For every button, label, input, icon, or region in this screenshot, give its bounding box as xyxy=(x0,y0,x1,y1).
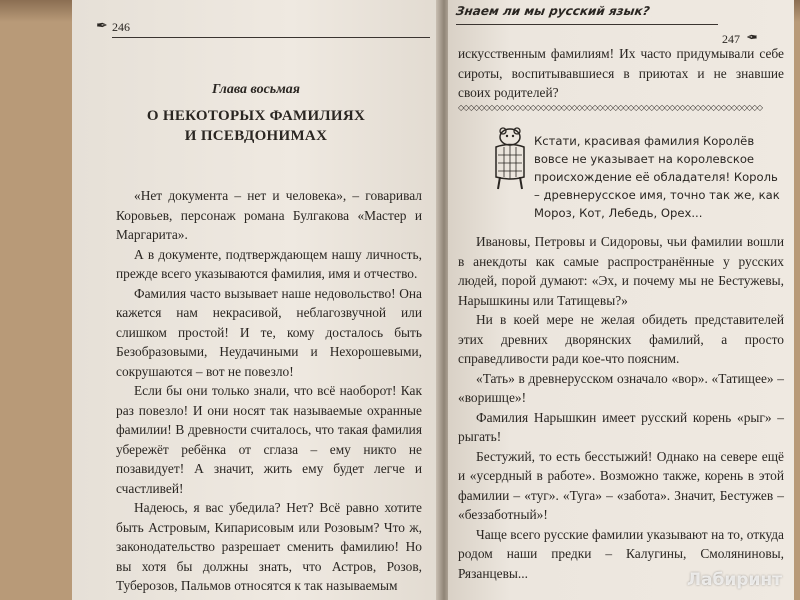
body-text-right xyxy=(458,232,784,583)
page-number-right: 247 xyxy=(722,32,740,46)
left-page xyxy=(72,0,440,600)
ornament-divider: ◇◇◇◇◇◇◇◇◇◇◇◇◇◇◇◇◇◇◇◇◇◇◇◇◇◇◇◇◇◇◇◇◇◇◇◇◇◇◇◇◇◇◇◇◇◇◇◇◇◇◇◇◇◇◇◇◇◇◇ xyxy=(458,103,762,112)
paragraph: Ивановы, Петровы и Сидоровы, чьи фамилии вошли в анекдоты как самые распространённые у русских людей, порой думают: «Эх, и почему мы не Бестужевы, Нарышкины или Татищевы?» xyxy=(458,234,784,308)
paragraph: «Тать» в древнерусском означало «вор». «Татищее» – «воришце»! xyxy=(458,370,784,405)
bear-icon xyxy=(488,125,532,191)
paragraph: Фамилия Нарышкин имеет русский корень «рыг» – рыгать! xyxy=(458,409,784,444)
chapter-title-line-1: О НЕКОТОРЫХ ФАМИЛИЯХ xyxy=(146,108,366,124)
watermark: Лабиринт xyxy=(686,570,782,590)
paragraph: искусственным фамилиям! Их часто придумывали себе сироты, воспитывавшиеся в приютах и не знавшие своих родителей? xyxy=(458,46,784,100)
chapter-title-line-2: И ПСЕВДОНИМАХ xyxy=(184,128,328,144)
body-text-top xyxy=(458,44,784,103)
body-text-left xyxy=(116,186,422,596)
paragraph: Бестужий, то есть бесстыжий! Однако на севере ещё и «усердный в работе». Возможно также, корень в этой фамилии – «туг». «Туга» – «забота». Значит, Бестужев – «беззаботный»! xyxy=(458,448,784,522)
paragraph: А в документе, подтверждающем нашу личность, прежде всего указываются фамилия, имя и отчество. xyxy=(116,246,422,281)
paragraph: Если бы они только знали, что всё наоборот! Как раз повезло! И они носят так называемые охранные фамилии! В древности считалось, что такая фамилия убережёт ребёнка от сглаза – ему никто не позавидует! А значит, жить ему будет легче и счастливей! xyxy=(116,383,422,496)
header-rule-left xyxy=(112,37,430,38)
note-text: Кстати, красивая фамилия Королёв вовсе не указывает на королевское происхождение её обладателя! Король – древнерусское имя, точно так же, как Мороз, Кот, Лебедь, Орех... xyxy=(534,134,780,220)
note-box xyxy=(534,132,784,222)
paragraph: Ни в коей мере не желая обидеть представителей этих древних дворянских фамилий, а просто справедливости ради кое-что поясним. xyxy=(458,312,784,366)
feather-icon: ✒ xyxy=(96,19,108,34)
feather-icon: ✒ xyxy=(746,31,758,46)
header-rule-right xyxy=(456,24,718,25)
running-head: Знаем ли мы русский язык? xyxy=(455,4,651,18)
paragraph: «Нет документа – нет и человека», – говаривал Коровьев, персонаж романа Булгакова «Мастер и Маргарита». xyxy=(116,188,422,242)
paragraph: Фамилия часто вызывает наше недовольство! Она кажется нам некрасивой, неблагозвучной или слишком простой! И те, кому досталось быть Безобразовыми, Неудачиными и Нехорошевыми, сокрушаются – вот не повезло! xyxy=(116,285,422,379)
paragraph: Надеюсь, я вас убедила? Нет? Всё равно хотите быть Астровым, Кипарисовым или Розовым? Что ж, законодательство разрешает сменить фамилию! Но вы хотя бы должны знать, что Астров, Розов, Туберозов, Пальмов относятся к так называемым xyxy=(116,500,422,593)
chapter-label: Глава восьмая xyxy=(211,82,301,97)
right-page xyxy=(448,0,794,600)
paragraph: Чаще всего русские фамилии указывают на то, откуда родом наши предки – Калугины, Смоляниновы, Рязанцевы... xyxy=(458,526,784,581)
chapter-title xyxy=(72,106,440,146)
page-number-left: 246 xyxy=(112,20,130,34)
